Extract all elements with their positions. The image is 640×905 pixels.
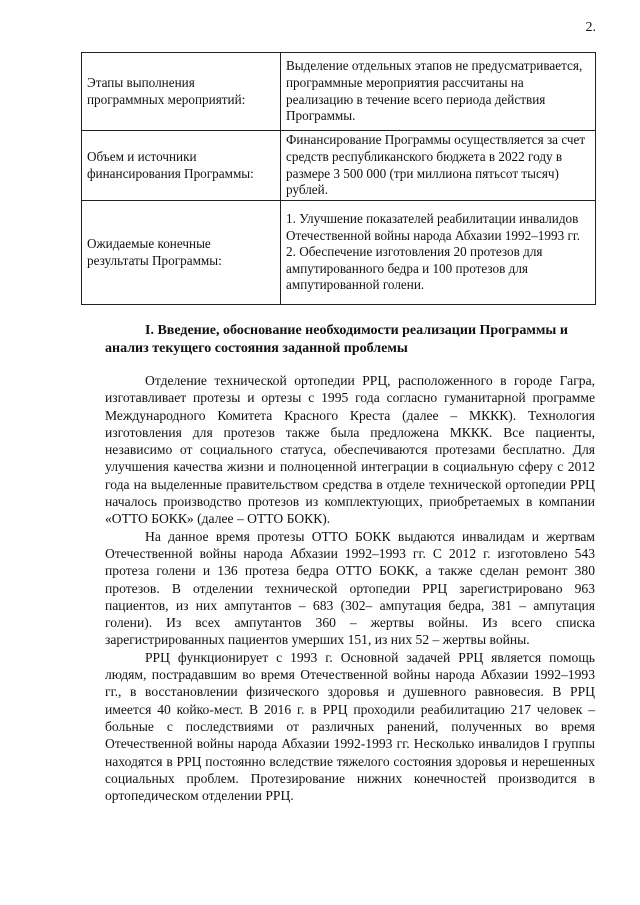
row-value-financing: Финансирование Программы осуществляется за счет средств республиканского бюджета в 2022 году в размере 3 500 000 (три миллиона пятьсот тысяч) рублей. [281,131,596,201]
row-label-results: Ожидаемые конечные результаты Программы: [82,201,281,305]
page-number: 2. [585,20,596,35]
result-item: 1. Улучшение показателей реабилитации инвалидов Отечественной войны народа Абхазии 1992–1993 гг. [286,211,581,243]
table-row [82,201,596,305]
paragraph: РРЦ функционирует с 1993 г. Основной задачей РРЦ является помощь людям, пострадавшим во время Отечественной войны народа Абхазии 1992–1993 гг., в восстановлении физического здоровья и душевного равновесия. В РРЦ имеется 40 койко-мест. В 2016 г. в РРЦ проходили реабилитацию 217 человек – больные с последствиями от различных ранений, полученных во время Отечественной войны народа Абхазии 1992-1993 гг. Несколько инвалидов I группы находятся в РРЦ постоянно вследствие тяжелого состояния здоровья и нерешенных социальных проблем. Протезирование нижних конечностей производится в ортопедическом отделении РРЦ. [105,649,595,804]
row-value-stages: Выделение отдельных этапов не предусматривается, программные мероприятия рассчитаны на реализацию в течение всего периода действия Программы. [281,53,596,131]
body-text [105,372,595,804]
row-label-stages: Этапы выполнения программных мероприятий: [82,53,281,131]
section-heading: I. Введение, обоснование необходимости реализации Программы и анализ текущего состояния заданной проблемы [105,323,568,356]
paragraph: Отделение технической ортопедии РРЦ, расположенного в городе Гагра, изготавливает протезы и ортезы с 1995 года согласно гуманитарной программе Международного Комитета Красного Креста (далее – МККК). Технология изготовления для протезов также была предложена МККК. Все пациенты, независимо от социального статуса, обеспечиваются протезами бесплатно. Для улучшения качества жизни и полноценной интеграции в социальную сферу с 2012 года на выделенные правительством средства в отделе технической ортопедии РРЦ началось производство протезов из комплектующих, приобретаемых в компании «ОТТО БОКК» (далее – ОТТО БОКК). [105,373,595,527]
row-value-results [281,201,596,305]
row-label-financing: Объем и источники финансирования Программы: [82,131,281,201]
table-row [82,53,596,131]
table-row [82,131,596,201]
paragraph: На данное время протезы ОТТО БОКК выдаются инвалидам и жертвам Отечественной войны народа Абхазии 1992–1993 гг. С 2012 г. изготовлено 543 протеза голени и 136 протеза бедра ОТТО БОКК, а также сделан ремонт 380 протезов. В отделении технической ортопедии РРЦ зарегистрировано 963 пациентов, из них ампутантов – 683 (302– ампутация бедра, 381 – ампутация голени). Из всех ампутантов 360 – жертвы войны. Из всего списка зарегистрированных пациентов умерших 151, из них 52 – жертвы войны. [105,528,595,648]
result-item: 2. Обеспечение изготовления 20 протезов для ампутированного бедра и 100 протезов для ампутированной голени. [286,244,543,293]
program-passport-table [81,52,596,305]
